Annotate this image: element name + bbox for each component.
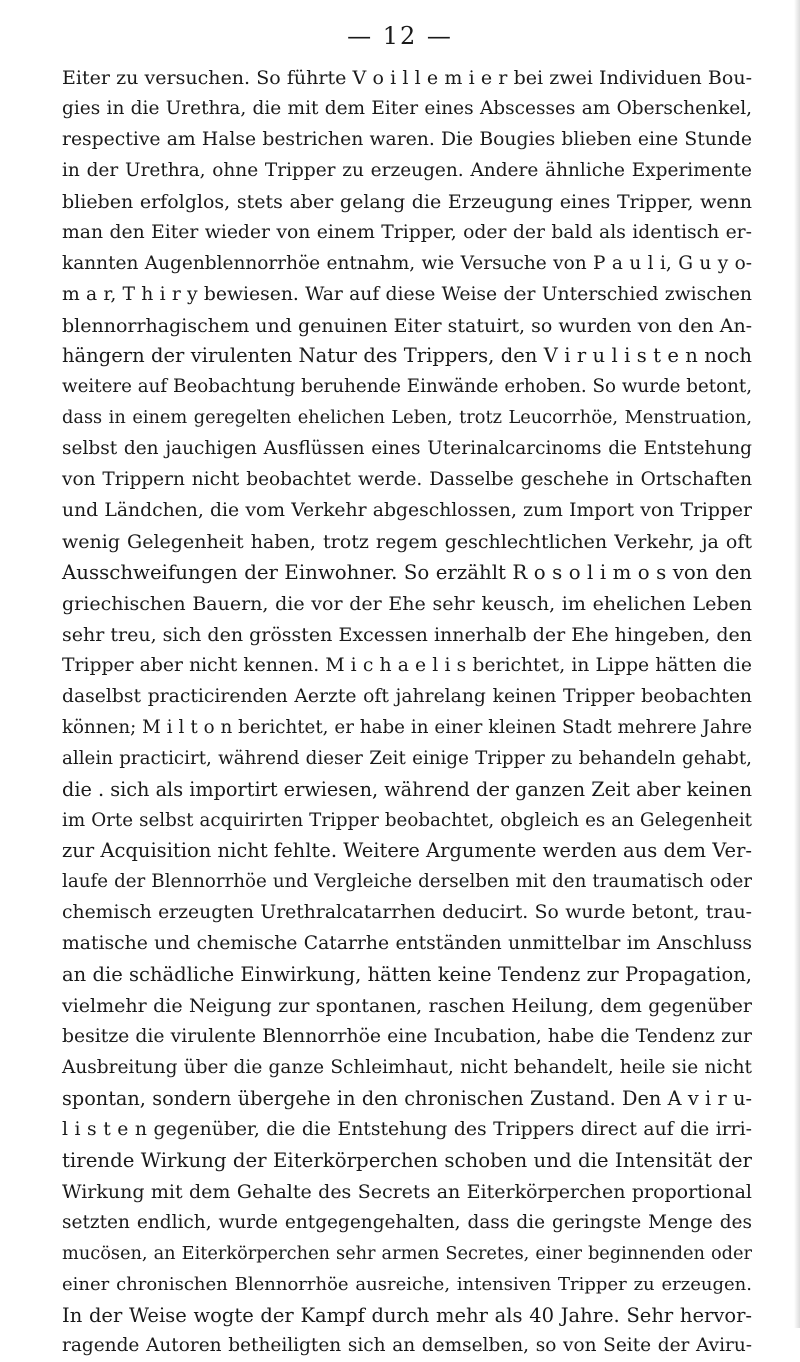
text-line: im Orte selbst acquirirten Tripper beobachtet, obgleich es an Gelegenheit (62, 809, 752, 831)
text-line: weitere auf Beobachtung beruhende Einwände erhoben. So wurde betont, (62, 376, 752, 398)
body-text (62, 63, 752, 1362)
text-line: wenig Gelegenheit haben, trotz regem geschlechtlichen Verkehr, ja oft (62, 531, 752, 554)
text-line: die . sich als importirt erwiesen, während der ganzen Zeit aber keinen (62, 777, 752, 801)
text-line: blieben erfolglos, stets aber gelang die Erzeugung eines Tripper, wenn (62, 190, 752, 213)
text-line: Eiter zu versuchen. So führte V o i l l e m i e r bei zwei Individuen Bou- (62, 67, 752, 89)
text-line: allein practicirt, während dieser Zeit einige Tripper zu behandeln gehabt, (62, 747, 752, 769)
text-line: In der Weise wogte der Kampf durch mehr als 40 Jahre. Sehr hervor- (62, 1303, 752, 1327)
text-line: dass in einem geregelten ehelichen Leben, trotz Leucorrhöe, Menstruation, (62, 408, 752, 429)
text-line: laufe der Blennorrhöe und Vergleiche derselben mit den traumatisch oder (62, 871, 752, 893)
text-line: man den Eiter wieder von einem Tripper, oder der bald als identisch er- (62, 221, 752, 243)
text-line: l i s t e n gegenüber, die die Entstehung des Trippers direct auf die irri- (62, 1118, 752, 1140)
text-line: gies in die Urethra, die mit dem Eiter eines Abscesses am Oberschenkel, (62, 97, 752, 119)
text-line: griechischen Bauern, die vor der Ehe sehr keusch, im ehelichen Leben (62, 592, 752, 615)
text-line: mucösen, an Eiterkörperchen sehr armen Secretes, einer beginnenden oder (62, 1243, 752, 1264)
text-line: Wirkung mit dem Gehalte des Secrets an Eiterkörperchen proportional (62, 1180, 752, 1203)
text-line: können; M i l t o n berichtet, er habe in einer kleinen Stadt mehrere Jahre (62, 716, 752, 738)
text-line: und Ländchen, die vom Verkehr abgeschlossen, zum Import von Tripper (62, 500, 752, 522)
text-line: kannten Augenblennorrhöe entnahm, wie Versuche von P a u l i, G u y o- (62, 252, 752, 274)
text-line: spontan, sondern übergehe in den chronischen Zustand. Den A v i r u- (62, 1086, 752, 1110)
text-line: hängern der virulenten Natur des Trippers, den V i r u l i s t e n noch (62, 344, 752, 368)
text-line: in der Urethra, ohne Tripper zu erzeugen. Andere ähnliche Experimente (62, 159, 752, 181)
text-line: einer chronischen Blennorrhöe ausreiche, intensiven Tripper zu erzeugen. (62, 1273, 752, 1295)
text-line: setzten endlich, wurde entgegengehalten, dass die geringste Menge des (62, 1211, 752, 1233)
text-line: vielmehr die Neigung zur spontanen, raschen Heilung, dem gegenüber (62, 995, 752, 1018)
text-line: chemisch erzeugten Urethralcatarrhen deducirt. So wurde betont, trau- (62, 902, 752, 924)
text-line: sehr treu, sich den grössten Excessen innerhalb der Ehe hingeben, den (62, 623, 752, 646)
text-line: matische und chemische Catarrhe entständen unmittelbar im Anschluss (62, 933, 752, 955)
text-line: Tripper aber nicht kennen. M i c h a e l i s berichtet, in Lippe hätten die (62, 654, 752, 676)
text-line: respective am Halse bestrichen waren. Die Bougies blieben eine Stunde (62, 128, 752, 150)
text-line: Ausschweifungen der Einwohner. So erzählt R o s o l i m o s von den (62, 561, 752, 584)
text-line: zur Acquisition nicht fehlte. Weitere Argumente werden aus dem Ver- (62, 839, 752, 863)
text-line: selbst den jauchigen Ausflüssen eines Uterinalcarcinoms die Entstehung (62, 438, 752, 460)
text-line: von Trippern nicht beobachtet werde. Dasselbe geschehe in Ortschaften (62, 469, 752, 491)
page-number: — 12 — (347, 22, 453, 50)
text-line: tirende Wirkung der Eiterkörperchen schoben und die Intensität der (62, 1148, 752, 1172)
text-line: an die schädliche Einwirkung, hätten keine Tendenz zur Propagation, (62, 963, 752, 987)
page-edge-shadow (794, 0, 800, 1328)
text-line: m a r, T h i r y bewiesen. War auf diese Weise der Unterschied zwischen (62, 283, 752, 305)
text-line: blennorrhagischem und genuinen Eiter statuirt, so wurden von den An- (62, 314, 753, 337)
text-line: ragende Autoren betheiligten sich an demselben, so von Seite der Aviru- (62, 1335, 752, 1357)
text-line: daselbst practicirenden Aerzte oft jahrelang keinen Tripper beobachten (62, 685, 752, 707)
text-line: besitze die virulente Blennorrhöe eine Incubation, habe die Tendenz zur (62, 1026, 752, 1048)
text-line: Ausbreitung über die ganze Schleimhaut, nicht behandelt, heile sie nicht (62, 1057, 752, 1078)
